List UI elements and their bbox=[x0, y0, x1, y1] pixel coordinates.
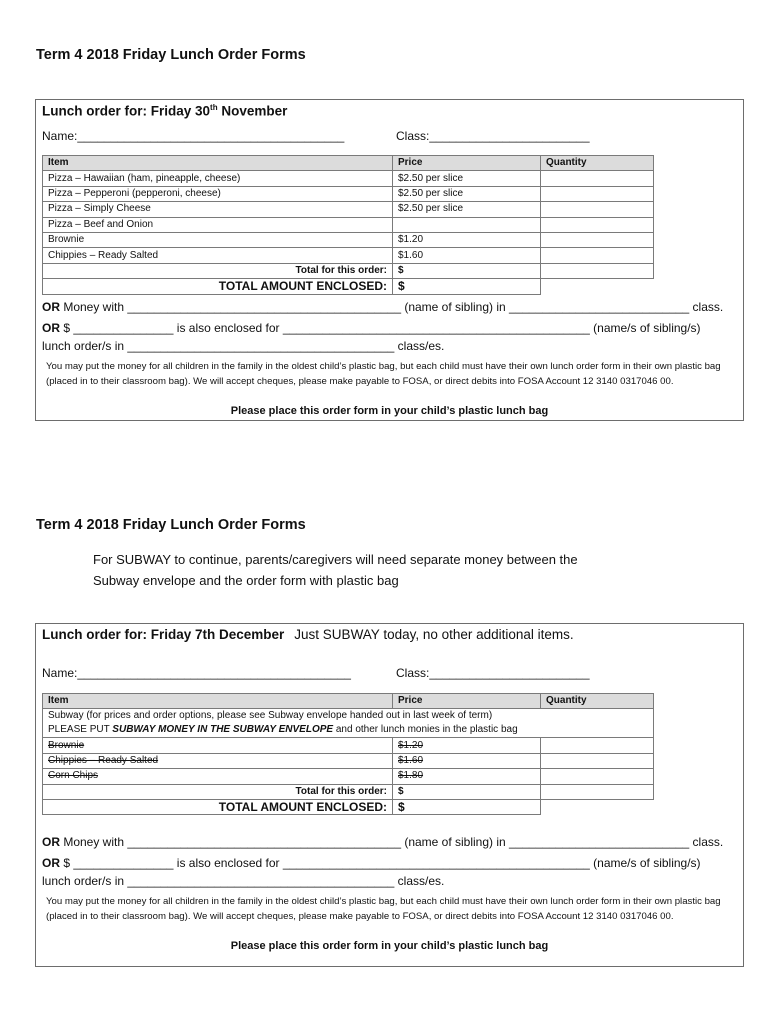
header-item: Item bbox=[43, 156, 393, 171]
form2-payment-note: You may put the money for all children in the family in the oldest child’s plastic bag, but each child must have their own lunch order form in their own plastic bag (placed in to their classroom bag). We will accept cheques, please make payable to FOSA, or direct debits into FOSA Account 12 3140 0317046 00. bbox=[46, 896, 721, 922]
form1-or-sibling-line[interactable] bbox=[42, 300, 723, 314]
or-sibling-text: Money with _________________________________________ (name of sibling) in ___________________________ class. bbox=[60, 835, 724, 849]
header-price: Price bbox=[393, 156, 541, 171]
form1-lunch-suffix: November bbox=[217, 103, 288, 119]
quantity-cell[interactable] bbox=[541, 738, 654, 753]
form2-or-sibling-line[interactable] bbox=[42, 835, 723, 849]
form2-order-table bbox=[42, 693, 654, 815]
form1-or-enclosed-line[interactable] bbox=[42, 321, 701, 335]
enclosed-blank bbox=[541, 799, 654, 814]
form1-order-table bbox=[42, 155, 654, 295]
or-label: OR bbox=[42, 300, 60, 314]
form2-lunch-note: Just SUBWAY today, no other additional items. bbox=[294, 627, 574, 642]
intro-line-2: Subway envelope and the order form with plastic bag bbox=[93, 573, 399, 588]
quantity-cell[interactable] bbox=[541, 186, 654, 201]
item-cell: Pizza – Simply Cheese bbox=[43, 202, 393, 217]
table-header-row bbox=[43, 694, 654, 709]
subway-line-2 bbox=[48, 723, 648, 737]
form1-box bbox=[35, 99, 744, 421]
price-cell: $2.50 per slice bbox=[393, 171, 541, 186]
table-row bbox=[43, 232, 654, 247]
quantity-cell[interactable] bbox=[541, 171, 654, 186]
enclosed-label: TOTAL AMOUNT ENCLOSED: bbox=[43, 279, 393, 294]
total-quantity-cell bbox=[541, 784, 654, 799]
subway-row bbox=[43, 709, 654, 738]
quantity-cell[interactable] bbox=[541, 232, 654, 247]
form1-lunch-title bbox=[42, 103, 287, 119]
price-cell: $2.50 per slice bbox=[393, 186, 541, 201]
table-row bbox=[43, 753, 654, 768]
form1-payment-note: You may put the money for all children in the family in the oldest child’s plastic bag, but each child must have their own lunch order form in their own plastic bag (placed in to their classroom bag). We will accept cheques, please make payable to FOSA, or direct debits into FOSA Account 12 3140 0317046 00. bbox=[46, 361, 721, 387]
form2-lunch-date: Lunch order for: Friday 7th December bbox=[42, 627, 285, 642]
form2-heading: Term 4 2018 Friday Lunch Order Forms bbox=[36, 517, 306, 533]
quantity-cell[interactable] bbox=[541, 202, 654, 217]
form2-lunch-title bbox=[42, 627, 574, 642]
or-enclosed-text: $ _______________ is also enclosed for ______________________________________________ (name/s of sibling/s) bbox=[60, 321, 701, 335]
enclosed-label: TOTAL AMOUNT ENCLOSED: bbox=[43, 799, 393, 814]
total-label: Total for this order: bbox=[43, 263, 393, 278]
form2-place-instruction: Please place this order form in your child’s plastic lunch bag bbox=[230, 940, 549, 952]
enclosed-row bbox=[43, 279, 654, 294]
subway-line-2-emphasis: SUBWAY MONEY IN THE SUBWAY ENVELOPE bbox=[112, 724, 334, 736]
item-cell: Corn Chips bbox=[43, 769, 393, 784]
subway-line-2-pre: PLEASE PUT bbox=[48, 724, 113, 736]
enclosed-value[interactable]: $ bbox=[393, 279, 541, 294]
form1-name-field[interactable]: Name:________________________________________ bbox=[42, 129, 345, 143]
table-header-row bbox=[43, 156, 654, 171]
total-row bbox=[43, 263, 654, 278]
or-sibling-text: Money with _________________________________________ (name of sibling) in ___________________________ class. bbox=[60, 300, 724, 314]
form1-lunch-prefix: Lunch order for: Friday 30 bbox=[42, 103, 211, 119]
form1-class-field[interactable]: Class:________________________ bbox=[396, 129, 590, 143]
item-cell: Brownie bbox=[43, 232, 393, 247]
form1-class-es-line[interactable]: lunch order/s in ________________________________________ class/es. bbox=[42, 339, 445, 353]
form2-intro bbox=[93, 549, 693, 591]
enclosed-value[interactable]: $ bbox=[393, 799, 541, 814]
header-price: Price bbox=[393, 694, 541, 709]
subway-line-1: Subway (for prices and order options, please see Subway envelope handed out in last week of term) bbox=[48, 710, 493, 722]
form1-place-instruction: Please place this order form in your child’s plastic lunch bag bbox=[230, 405, 549, 417]
quantity-cell[interactable] bbox=[541, 248, 654, 263]
price-cell: $1.80 bbox=[393, 769, 541, 784]
form2-box bbox=[35, 623, 744, 967]
quantity-cell[interactable] bbox=[541, 753, 654, 768]
or-label: OR bbox=[42, 856, 60, 870]
or-label: OR bbox=[42, 321, 60, 335]
item-cell: Pizza – Hawaiian (ham, pineapple, cheese) bbox=[43, 171, 393, 186]
table-row bbox=[43, 217, 654, 232]
total-value[interactable]: $ bbox=[393, 263, 541, 278]
form1-heading: Term 4 2018 Friday Lunch Order Forms bbox=[36, 47, 306, 63]
form2-class-es-line[interactable]: lunch order/s in ________________________________________ class/es. bbox=[42, 874, 445, 888]
header-item: Item bbox=[43, 694, 393, 709]
price-cell: $1.60 bbox=[393, 248, 541, 263]
total-label: Total for this order: bbox=[43, 784, 393, 799]
form1-lunch-sup: th bbox=[210, 103, 218, 112]
subway-info-cell bbox=[43, 709, 654, 738]
header-quantity: Quantity bbox=[541, 156, 654, 171]
form2-class-field[interactable]: Class:________________________ bbox=[396, 666, 590, 680]
price-cell: $1.60 bbox=[393, 753, 541, 768]
price-cell: $1.20 bbox=[393, 232, 541, 247]
header-quantity: Quantity bbox=[541, 694, 654, 709]
quantity-cell[interactable] bbox=[541, 217, 654, 232]
item-cell: Pizza – Pepperoni (pepperoni, cheese) bbox=[43, 186, 393, 201]
enclosed-row bbox=[43, 799, 654, 814]
table-row bbox=[43, 248, 654, 263]
form2-or-enclosed-line[interactable] bbox=[42, 856, 701, 870]
item-cell: Brownie bbox=[43, 738, 393, 753]
intro-line-1: For SUBWAY to continue, parents/caregivers will need separate money between the bbox=[93, 552, 578, 567]
table-row bbox=[43, 738, 654, 753]
table-row bbox=[43, 171, 654, 186]
subway-line-2-post: and other lunch monies in the plastic bag bbox=[333, 724, 518, 736]
item-cell: Chippies – Ready Salted bbox=[43, 248, 393, 263]
quantity-cell[interactable] bbox=[541, 769, 654, 784]
table-row bbox=[43, 769, 654, 784]
total-quantity-cell bbox=[541, 263, 654, 278]
total-value[interactable]: $ bbox=[393, 784, 541, 799]
or-enclosed-text: $ _______________ is also enclosed for ______________________________________________ (name/s of sibling/s) bbox=[60, 856, 701, 870]
price-cell: $2.50 per slice bbox=[393, 202, 541, 217]
or-label: OR bbox=[42, 835, 60, 849]
total-row bbox=[43, 784, 654, 799]
enclosed-blank bbox=[541, 279, 654, 294]
price-cell bbox=[393, 217, 541, 232]
price-cell: $1.20 bbox=[393, 738, 541, 753]
form2-name-field[interactable]: Name:_________________________________________ bbox=[42, 666, 351, 680]
table-row bbox=[43, 202, 654, 217]
item-cell: Chippies – Ready Salted bbox=[43, 753, 393, 768]
table-row bbox=[43, 186, 654, 201]
item-cell: Pizza – Beef and Onion bbox=[43, 217, 393, 232]
